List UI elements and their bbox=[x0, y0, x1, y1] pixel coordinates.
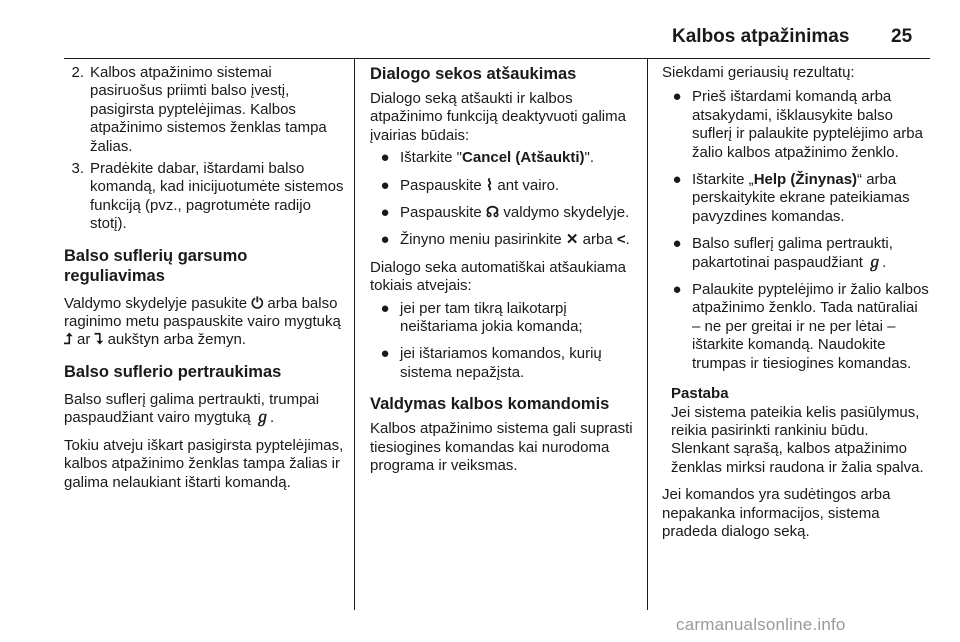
paragraph-complex-commands: Jei komandos yra sudėtingos arba nepakanka informacijos, sistema pradeda dialogo seką. bbox=[662, 486, 891, 540]
column-3 bbox=[662, 64, 930, 541]
bullet-dot: ● bbox=[672, 171, 682, 189]
bullet-say-cancel: ● Ištarkite "Cancel (Atšaukti)". bbox=[370, 149, 640, 167]
column-1 bbox=[64, 64, 348, 492]
bullet-no-command: ● jei per tam tikrą laikotarpį neištariama jokia komanda; bbox=[370, 300, 640, 337]
item-text: Kalbos atpažinimo sistemai pasiruošus priimti balso įvestį, pasigirsta pyptelėjimas. Kalbos atpažinimo sistemos ženklas tampa žalias. bbox=[90, 64, 327, 155]
item-text: Pradėkite dabar, ištardami balso komandą, kad inicijuotumėte sistemos funkciją (pvz., pagrotumėte radijo stotį). bbox=[90, 160, 344, 233]
end-call-icon: ⌇ bbox=[485, 176, 494, 194]
numbered-item-3 bbox=[64, 160, 348, 234]
bullet-dot: ● bbox=[380, 299, 390, 317]
voice-recognition-icon: ☊ bbox=[485, 204, 500, 222]
back-icon: < bbox=[616, 231, 626, 249]
paragraph-best-results: Siekdami geriausių rezultatų: bbox=[662, 64, 855, 81]
paragraph-interrupt: Balso suflerį galima pertraukti, trumpai paspaudžiant vairo mygtuką ℊ. bbox=[64, 390, 320, 427]
bullet-wait-beep: ● Palaukite pyptelėjimo ir žalio kalbos atpažinimo ženklo. Tada natūraliai – ne per greitai ir ne per lėtai – ištarkite komandą. Naudokite trumpas ir tiesiogines komandas. bbox=[662, 281, 930, 373]
power-knob-icon: ⏻ bbox=[251, 294, 264, 312]
bullet-dot: ● bbox=[672, 88, 682, 106]
voice-button-icon: ℊ bbox=[254, 409, 270, 427]
bullet-interrupt: ● Balso suflerį galima pertraukti, pakartotinai paspaudžiant ℊ. bbox=[662, 235, 930, 272]
item-number: 3. bbox=[71, 160, 84, 178]
bullet-dot: ● bbox=[380, 176, 390, 194]
bullet-dot: ● bbox=[672, 235, 682, 253]
bullet-dot: ● bbox=[380, 345, 390, 363]
column-2 bbox=[370, 64, 640, 476]
bullet-help-menu: ● Žinyno meniu pasirinkite ✕ arba <. bbox=[370, 231, 640, 249]
bullet-dot: ● bbox=[380, 231, 390, 249]
close-icon: ✕ bbox=[565, 231, 579, 249]
page-header-title: Kalbos atpažinimas bbox=[672, 26, 850, 47]
note-box bbox=[662, 385, 930, 477]
note-title: Pastaba bbox=[671, 385, 729, 403]
volume-up-icon: ⮥ bbox=[64, 331, 73, 349]
numbered-item-2 bbox=[64, 64, 348, 156]
paragraph-cancel-intro: Dialogo seką atšaukti ir kalbos atpažinimo funkciją deaktyvuoti galima įvairias būdais: bbox=[370, 90, 626, 144]
bullet-dot: ● bbox=[672, 281, 682, 299]
page-number: 25 bbox=[891, 26, 913, 47]
note-text: Jei sistema pateikia kelis pasiūlymus, reikia pasirinkti rankiniu būdu. Slenkant sąrašą, kalbos atpažinimo ženklas mirksi raudona ir žalia spalva. bbox=[671, 403, 924, 476]
header-rule bbox=[64, 58, 930, 59]
volume-down-icon: ⮧ bbox=[94, 331, 104, 349]
column-divider-right bbox=[647, 58, 648, 610]
bullet-dot: ● bbox=[380, 149, 390, 167]
bullet-press-panel: ● Paspauskite ☊ valdymo skydelyje. bbox=[370, 204, 640, 222]
paragraph-auto-cancel: Dialogo seka automatiškai atšaukiama tokiais atvejais: bbox=[370, 258, 626, 295]
bullet-press-steering: ● Paspauskite ⌇ ant vairo. bbox=[370, 177, 640, 195]
heading-prompt-volume: Balso suflerių garsumo reguliavimas bbox=[64, 246, 248, 285]
heading-interrupt-prompt: Balso suflerio pertraukimas bbox=[64, 362, 282, 381]
item-number: 2. bbox=[71, 64, 84, 81]
paragraph-volume: Valdymo skydelyje pasukite ⏻ arba balso raginimo metu paspauskite vairo mygtuką ⮥ ar ⮧ aukštyn arba žemyn. bbox=[64, 294, 341, 349]
voice-button-icon: ℊ bbox=[867, 253, 883, 271]
bullet-say-help: ● Ištarkite „Help (Žinynas)“ arba perskaitykite ekrane pateikiamas pavyzdines komandas. bbox=[662, 171, 930, 226]
paragraph-voice-commands: Kalbos atpažinimo sistema gali suprasti tiesiogines komandas kai nurodoma programa ir veiksmas. bbox=[370, 420, 633, 475]
bullet-listen-prompt: ● Prieš ištardami komandą arba atsakydami, išklausykite balso suflerį ir palaukite pyptelėjimo arba žalio kalbos atpažinimo ženklo. bbox=[662, 88, 930, 162]
bullet-dot: ● bbox=[380, 204, 390, 222]
paragraph-beep: Tokiu atveju iškart pasigirsta pyptelėjimas, kalbos atpažinimo ženklas tampa žalias ir galima nelaukiant ištarti komandą. bbox=[64, 436, 344, 491]
watermark: carmanualsonline.info bbox=[676, 615, 846, 634]
bullet-unknown-command: ● jei ištariamos komandos, kurių sistema nepažįsta. bbox=[370, 345, 640, 382]
heading-cancel-dialog: Dialogo sekos atšaukimas bbox=[370, 65, 577, 83]
heading-voice-commands: Valdymas kalbos komandomis bbox=[370, 395, 610, 414]
column-divider-left bbox=[354, 58, 355, 610]
